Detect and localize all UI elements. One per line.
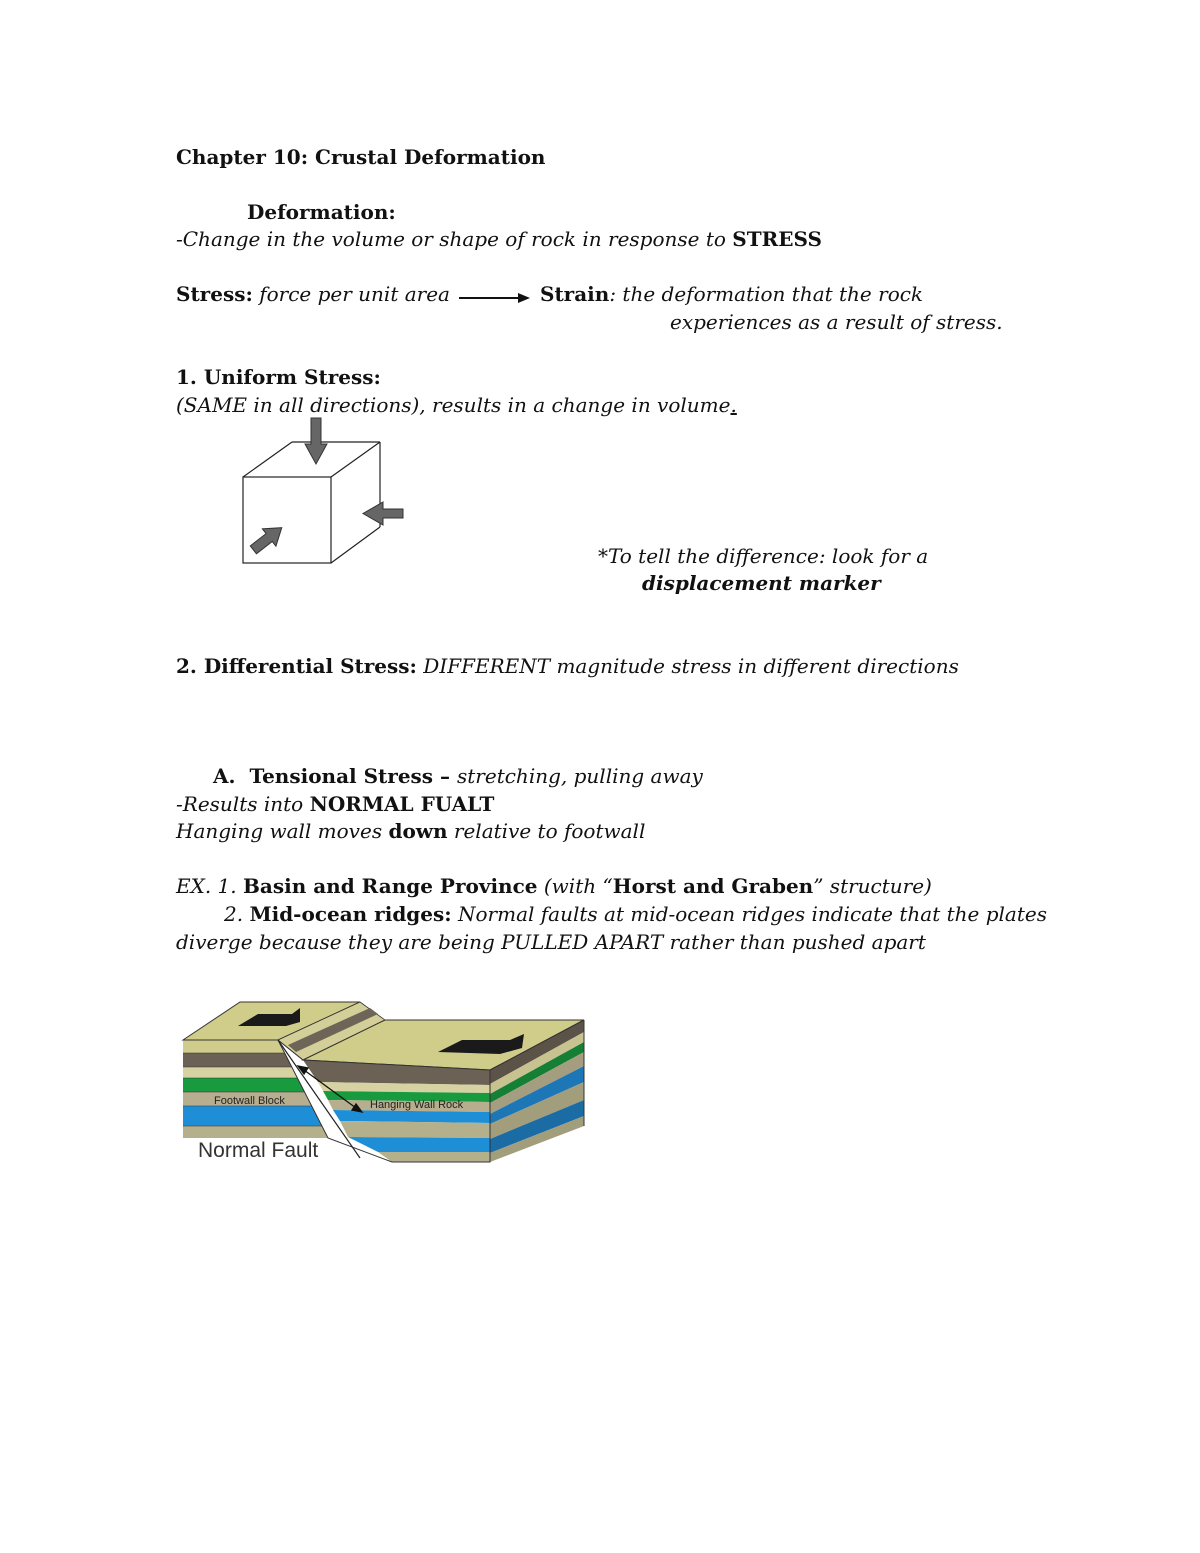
uniform-period: . <box>730 393 737 417</box>
example-2 <box>224 900 1047 928</box>
down-arrow-icon <box>305 418 327 464</box>
stress-definition <box>176 280 450 308</box>
tensional-heading: Tensional Stress <box>249 764 434 788</box>
tensional-letter: A. <box>213 764 236 788</box>
example-2-name: Mid-ocean ridges: <box>249 902 452 926</box>
footwall-label: Footwall Block <box>214 1095 285 1107</box>
note-line-2: displacement marker <box>642 571 881 595</box>
strain-def-continued: experiences as a result of stress. <box>670 310 1003 334</box>
example-2-number: 2. <box>224 902 250 926</box>
stress-label: Stress: <box>176 282 253 306</box>
tensional-description: stretching, pulling away <box>457 764 703 788</box>
hanging-wall-block <box>303 1060 490 1162</box>
deformation-heading: Deformation: <box>247 200 396 224</box>
diagonal-arrow-icon <box>247 519 289 559</box>
stress-keyword: STRESS <box>732 227 822 251</box>
hanging-wall-label: Hanging Wall Rock <box>370 1099 464 1111</box>
uniform-description-text: (SAME in all directions), results in a change in volume <box>176 393 731 417</box>
normal-fault-diagram <box>180 990 590 1166</box>
strain-def: : the deformation that the rock <box>609 282 924 306</box>
note-line-1: *To tell the difference: look for a <box>598 544 929 568</box>
strain-definition <box>540 280 923 308</box>
tensional-result <box>176 790 494 818</box>
left-arrow-icon <box>363 502 403 525</box>
tensional-dash: – <box>433 764 457 788</box>
normal-fault-keyword: NORMAL FUALT <box>309 792 495 816</box>
strain-label: Strain <box>540 282 610 306</box>
deformation-definition <box>176 225 822 253</box>
right-arrow-icon <box>458 290 532 306</box>
stress-def: force per unit area <box>252 282 450 306</box>
example-2-text: Normal faults at mid-ocean ridges indicate that the plates <box>451 902 1047 926</box>
example-1-close: ” structure) <box>813 874 932 898</box>
example-1-name: Basin and Range Province <box>243 874 538 898</box>
deformation-definition-text: -Change in the volume or shape of rock in response to <box>176 227 733 251</box>
hanging-prefix: Hanging wall moves <box>176 819 389 843</box>
tensional-result-prefix: -Results into <box>176 792 310 816</box>
example-1 <box>176 872 932 900</box>
differential-stress <box>176 652 959 680</box>
example-prefix: EX. 1. <box>176 874 243 898</box>
example-1-structure: Horst and Graben <box>612 874 814 898</box>
down-keyword: down <box>388 819 448 843</box>
hanging-wall-line <box>176 817 645 845</box>
page-title: Chapter 10: Crustal Deformation <box>176 145 546 169</box>
example-2-continued: diverge because they are being PULLED APART rather than pushed apart <box>176 930 926 954</box>
differential-heading: 2. Differential Stress: <box>176 654 417 678</box>
tensional-heading-line <box>213 762 703 790</box>
figure-caption: Normal Fault <box>198 1139 319 1162</box>
uniform-stress-cube <box>236 414 408 570</box>
example-1-with: (with “ <box>537 874 613 898</box>
uniform-heading: 1. Uniform Stress: <box>176 365 381 389</box>
differential-description: DIFFERENT magnitude stress in different directions <box>416 654 959 678</box>
hanging-suffix: relative to footwall <box>447 819 646 843</box>
